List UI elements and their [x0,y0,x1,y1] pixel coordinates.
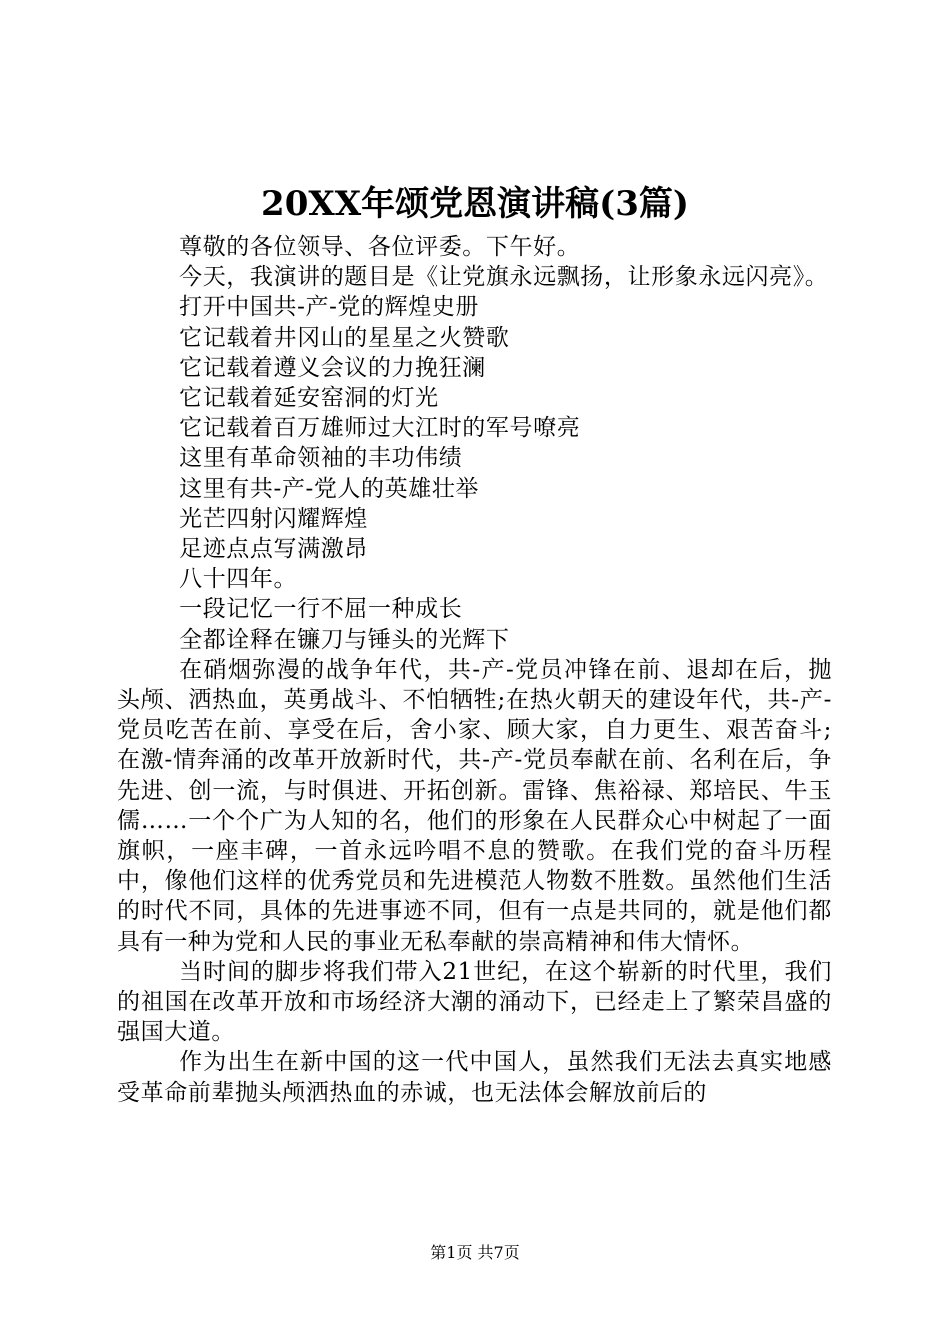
paragraph: 当时间的脚步将我们带入21世纪，在这个崭新的时代里，我们的祖国在改革开放和市场经济大潮的涌动下，已经走上了繁荣昌盛的强国大道。 [117,958,832,1046]
paragraph: 一段记忆一行不屈一种成长 [179,596,463,623]
paragraph: 它记载着遵义会议的力挽狂澜 [179,354,486,381]
document-title: 20XX年颂党恩演讲稿(3篇) [261,184,689,224]
document-body [117,232,832,1108]
paragraph: 今天，我演讲的题目是《让党旗永远飘扬，让形象永远闪亮》。 [179,264,829,291]
paragraph: 足迹点点写满激昂 [179,536,368,563]
page-number: 第1页 共7页 [430,1243,520,1262]
paragraph: 八十四年。 [179,566,298,593]
paragraph: 它记载着延安窑洞的灯光 [179,385,439,412]
paragraph: 打开中国共-产-党的辉煌史册 [179,294,480,321]
paragraph: 光芒四射闪耀辉煌 [179,505,368,532]
paragraph: 这里有共-产-党人的英雄壮举 [179,475,480,502]
paragraph: 在硝烟弥漫的战争年代，共-产-党员冲锋在前、退却在后，抛头颅、洒热血，英勇战斗、不怕牺牲;在热火朝天的建设年代，共-产-党员吃苦在前、享受在后，舍小家、顾大家，自力更生、艰苦奋斗;在激-情奔涌的改革开放新时代，共-产-党员奉献在前、名利在后，争先进、创一流，与时俱进、开拓创新。雷锋、焦裕禄、郑培民、牛玉儒……一个个广为人知的名，他们的形象在人民群众心中树起了一面旗帜，一座丰碑，一首永远吟唱不息的赞歌。在我们党的奋斗历程中，像他们这样的优秀党员和先进模范人物数不胜数。虽然他们生活的时代不同，具体的先进事迹不同，但有一点是共同的，就是他们都具有一种为党和人民的事业无私奉献的崇高精神和伟大情怀。 [117,656,832,955]
paragraph: 这里有革命领袖的丰功伟绩 [179,445,463,472]
paragraph: 作为出生在新中国的这一代中国人，虽然我们无法去真实地感受革命前辈抛头颅洒热血的赤诚，也无法体会解放前后的 [117,1049,832,1106]
paragraph: 尊敬的各位领导、各位评委。下午好。 [179,234,581,260]
paragraph: 全都诠释在镰刀与锤头的光辉下 [179,626,510,653]
paragraph: 它记载着百万雄师过大江时的军号嘹亮 [179,415,581,442]
paragraph: 它记载着井冈山的星星之火赞歌 [179,324,510,351]
